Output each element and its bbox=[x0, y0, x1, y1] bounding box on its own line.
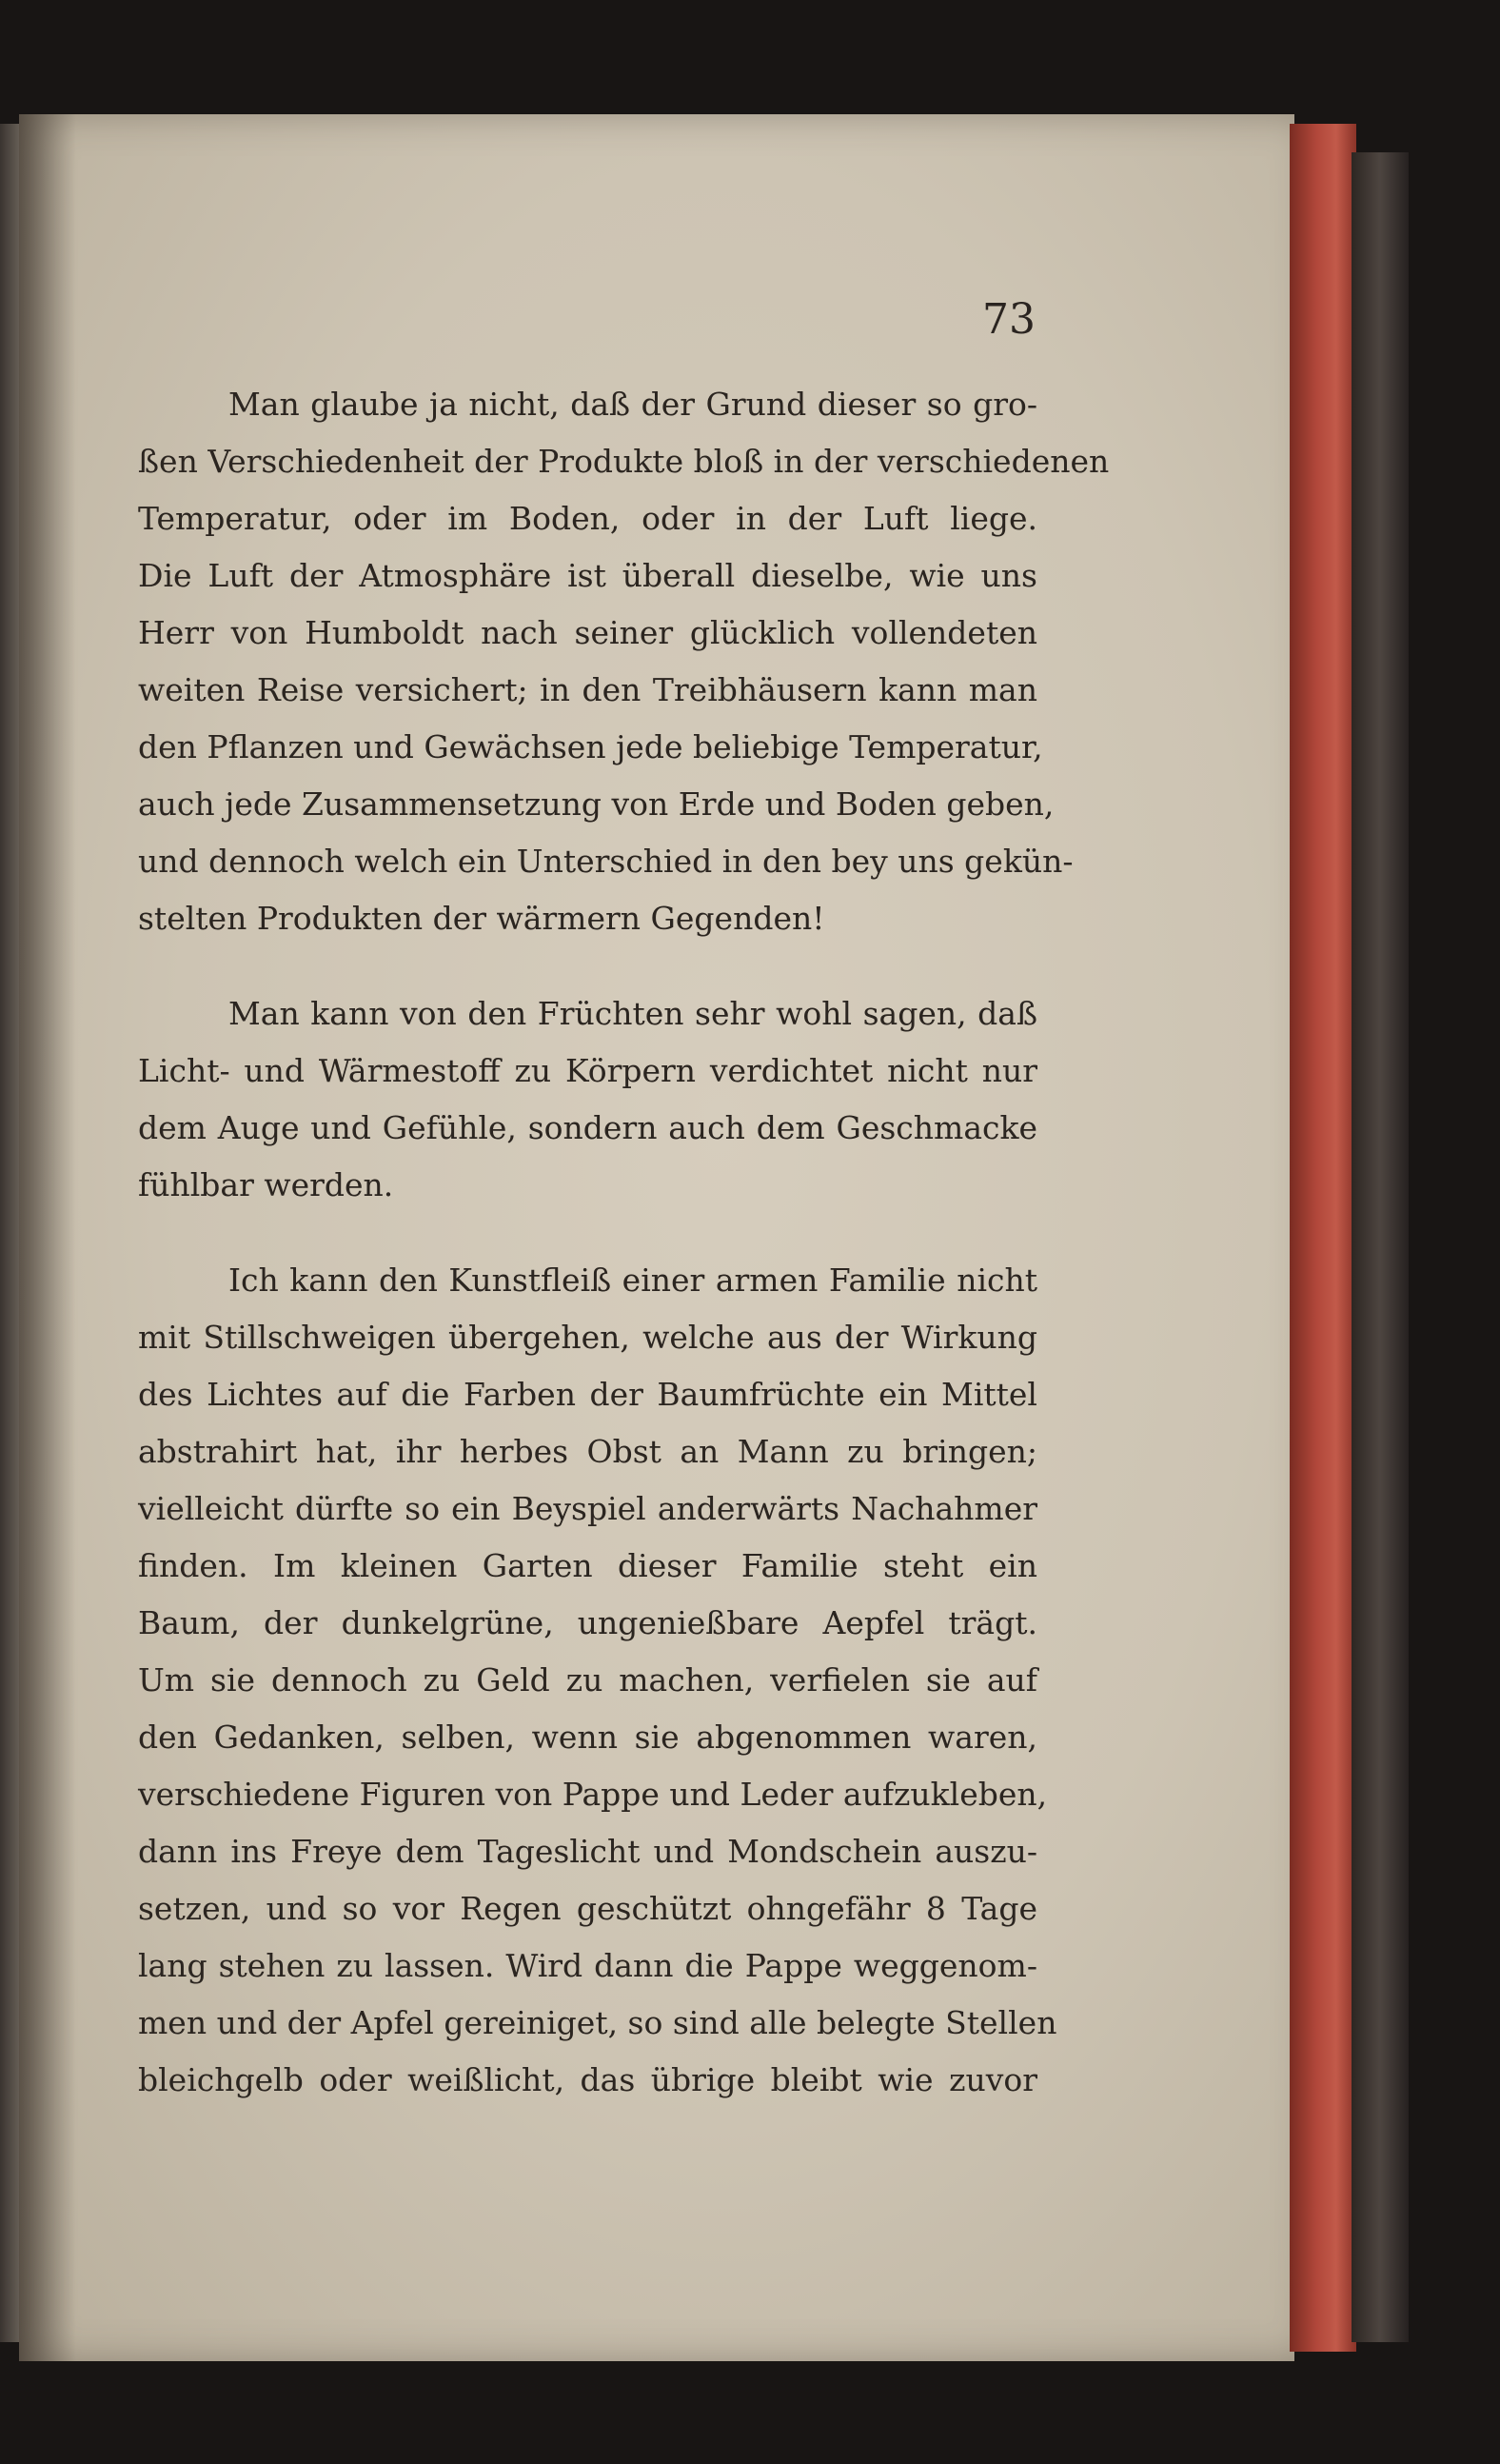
text-line: Man glaube ja nicht, daß der Grund dieser so gro- bbox=[228, 386, 1037, 423]
page-gutter-shadow bbox=[19, 114, 76, 2361]
text-line: dem Auge und Gefühle, sondern auch dem Geschmacke bbox=[138, 1109, 1037, 1146]
text-line: Licht- und Wärmestoff zu Körpern verdichtet nicht nur bbox=[138, 1052, 1037, 1089]
text-line: dann ins Freye dem Tageslicht und Mondschein auszu- bbox=[138, 1833, 1037, 1870]
text-line: verschiedene Figuren von Pappe und Leder aufzukleben, bbox=[138, 1776, 1048, 1813]
text-line: Man kann von den Früchten sehr wohl sagen, daß bbox=[228, 995, 1037, 1032]
text-line: ßen Verschiedenheit der Produkte bloß in der verschiedenen bbox=[138, 443, 1110, 480]
page-number: 73 bbox=[982, 295, 1036, 344]
paragraph-2 bbox=[138, 985, 1037, 1214]
text-line: Herr von Humboldt nach seiner glücklich vollendeten bbox=[138, 614, 1037, 651]
body-text bbox=[138, 376, 1110, 2147]
text-line: des Lichtes auf die Farben der Baumfrüchte ein Mittel bbox=[138, 1376, 1037, 1413]
red-page-edges bbox=[1290, 124, 1356, 2352]
text-line: den Pflanzen und Gewächsen jede beliebige Temperatur, bbox=[138, 728, 1043, 765]
text-line: vielleicht dürfte so ein Beyspiel anderwärts Nachahmer bbox=[138, 1490, 1037, 1527]
text-line: finden. Im kleinen Garten dieser Familie steht ein bbox=[138, 1547, 1037, 1584]
text-line: Die Luft der Atmosphäre ist überall dieselbe, wie uns bbox=[138, 557, 1037, 594]
text-line: fühlbar werden. bbox=[138, 1166, 394, 1203]
paragraph-3 bbox=[138, 1252, 1057, 2109]
text-line: Temperatur, oder im Boden, oder in der Luft liege. bbox=[138, 500, 1037, 537]
text-line: und dennoch welch ein Unterschied in den bey uns gekün- bbox=[138, 843, 1074, 880]
paragraph-1 bbox=[138, 376, 1110, 947]
text-line: auch jede Zusammensetzung von Erde und Boden geben, bbox=[138, 785, 1055, 823]
text-line: weiten Reise versichert; in den Treibhäusern kann man bbox=[138, 671, 1037, 708]
text-line: Um sie dennoch zu Geld zu machen, verfielen sie auf bbox=[138, 1661, 1037, 1699]
text-line: den Gedanken, selben, wenn sie abgenommen waren, bbox=[138, 1719, 1037, 1756]
text-line: men und der Apfel gereiniget, so sind alle belegte Stellen bbox=[138, 2004, 1057, 2041]
text-line: abstrahirt hat, ihr herbes Obst an Mann zu bringen; bbox=[138, 1433, 1037, 1470]
text-line: bleichgelb oder weißlicht, das übrige bleibt wie zuvor bbox=[138, 2061, 1037, 2098]
text-line: Baum, der dunkelgrüne, ungenießbare Aepfel trägt. bbox=[138, 1604, 1037, 1641]
text-line: stelten Produkten der wärmern Gegenden! bbox=[138, 900, 825, 937]
text-line: lang stehen zu lassen. Wird dann die Pappe weggenom- bbox=[138, 1947, 1037, 1984]
text-line: mit Stillschweigen übergehen, welche aus der Wirkung bbox=[138, 1319, 1037, 1356]
text-line: setzen, und so vor Regen geschützt ohngefähr 8 Tage bbox=[138, 1890, 1037, 1927]
text-line: Ich kann den Kunstfleiß einer armen Familie nicht bbox=[228, 1262, 1037, 1299]
book-cover-edge bbox=[1352, 152, 1409, 2342]
